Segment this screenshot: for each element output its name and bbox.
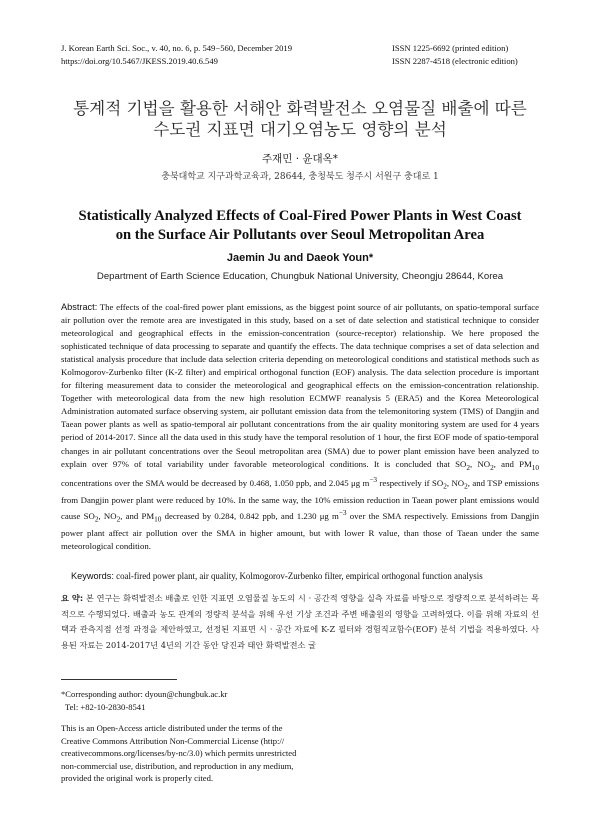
english-affiliation: Department of Earth Science Education, Chungbuk National University, Cheongju 28644, Korea: [96, 271, 504, 282]
korean-abstract: [61, 591, 539, 653]
corresponding-email[interactable]: *Corresponding author: dyoun@chungbuk.ac.kr: [61, 689, 228, 699]
english-authors: Jaemin Ju and Daeok Youn*: [226, 252, 374, 264]
abstract-text: over the SMA respectively. Emissions from Dangjin power plant affect air pollution over the SMA in higher amount, but with lower R value, than those of Taean under the same meteorological condition.: [61, 511, 539, 551]
open-access-line: non-commercial use, distribution, and reproduction in any medium,: [61, 760, 294, 771]
open-access-line: creativecommons.org/licenses/by-nc/3.0) which permits unrestricted: [61, 748, 297, 758]
english-title: [30, 207, 570, 245]
subscript: 2: [466, 463, 470, 472]
superscript: −3: [338, 509, 347, 518]
korean-authors: 주재민 · 윤대옥*: [261, 153, 339, 165]
corresponding-tel: Tel: +82-10-2830-8541: [65, 701, 146, 712]
abstract-text: respectively if SO: [377, 478, 444, 489]
unit: μg m: [351, 478, 370, 489]
issn-header: [392, 42, 518, 68]
subscript: 2: [490, 463, 494, 472]
abstract-text: , and TSP emissions from Dangjin power plant were reduced by 10%. In the same way, the 10% emission reduction in Taean power plant emissions would cause SO: [61, 478, 539, 522]
abstract-text: , NO: [98, 511, 117, 522]
korean-abstract-text: 본 연구는 화력발전소 배출로 인한 지표면 오염물질 농도의 시 · 공간적 영향을 실측 자료를 바탕으로 정량적으로 분석하려는 목적으로 수행되었다. 배출과 농도 관계의 정량적 분석을 위해 우선 기상 조건과 주변 배출원의 영향을 고려하였다. 이를 위해 자료의 선택과 관측지점 선정 과정을 제안하였고, 선정된 지표면 시 · 공간 자료에 K-Z 필터와 경험직교함수(EOF) 분석 기법을 적용하였다. 사용된 자료는 2014-2017년 4년의 기간 동안 당진과 태안 화력발전소 굴: [61, 593, 539, 650]
abstract-text: concentrations over the SMA would be decreased by 0.468, 1.050 ppb, and 2.045: [61, 478, 352, 489]
korean-title: [30, 98, 570, 140]
english-title-line-1: Statistically Analyzed Effects of Coal-Fired Power Plants in West Coast: [78, 208, 522, 224]
abstract: [61, 301, 539, 553]
open-access-line: Creative Commons Attribution Non-Commercial License (http://: [61, 735, 285, 746]
unit: μg m: [319, 511, 339, 522]
abstract-text: decreased by 0.284, 0.842 ppb, and 1.230: [161, 511, 320, 522]
subscript: 2: [443, 483, 447, 492]
doi-link[interactable]: https://doi.org/10.5467/JKESS.2019.40.6.549: [61, 56, 218, 66]
corresponding-author: [61, 688, 227, 713]
issn-print: ISSN 1225-6692 (printed edition): [392, 43, 509, 53]
abstract-text: , and PM: [493, 458, 532, 469]
subscript: 2: [116, 515, 121, 524]
subscript: 2: [464, 483, 468, 492]
korean-title-line-1: 통계적 기법을 활용한 서해안 화력발전소 오염물질 배출에 따른: [73, 99, 527, 118]
open-access-notice: [61, 722, 297, 785]
english-title-line-2: on the Surface Air Pollutants over Seoul Metropolitan Area: [115, 227, 485, 243]
abstract-text: , NO: [446, 478, 465, 489]
abstract-text: The effects of the coal-fired power plant emissions, as the biggest point source of air pollutants, on spatio-temporal surface air pollution over the remote area are investigated in this study, based on a set of date selection and statistical technique to consider meteorological and geographical effects in the emission-concentration (source-receptor) relationship. We here proposed the sophisticated technique of data processing to separate and quantify the effects. The data technique comprises a set of data selection and statistical analysis procedure that include data selection criteria depending on meteorological conditions and statistical methods such as Kolmogorov-Zurbenko filter (K-Z filter) and empirical orthogonal function (EOF) analysis. The data selection procedure is important for filtering measurement data to consider the meteorological and geographical effects on the emission-concentration relationship. Together with meteorological data from the new high resolution ECMWF reanalysis 5 (ERA5) and the Korea Meteorological Administration automated surface observing system, air pollutant emission data from the telemonitoring system (TMS) of Dangjin and Taean power plants as well as spatio-temporal air pollutant concentrations from the air quality monitoring system are used for 4 years period of 2014-2017. Since all the data used in this study have the temporal resolution of 1 hour, the first EOF mode of spatio-temporal changes in air pollutant concentrations over the Seoul metropolitan area (SMA) due to power plant emission have been analyzed to explain over 97% of total variability under favorable meteorological conditions. It is concluded that SO: [61, 302, 539, 469]
open-access-line: provided the original work is properly cited.: [61, 773, 214, 783]
subscript: 10: [154, 515, 162, 524]
korean-title-line-2: 수도권 지표면 대기오염농도 영향의 분석: [153, 120, 447, 139]
journal-header: [61, 42, 292, 68]
issn-electronic: ISSN 2287-4518 (electronic edition): [392, 56, 518, 66]
open-access-line: This is an Open-Access article distributed under the terms of the: [61, 723, 283, 733]
footnote-divider: [61, 679, 177, 680]
abstract-text: , and PM: [120, 511, 155, 522]
keywords: [71, 571, 539, 581]
korean-affiliation: 충북대학교 지구과학교육과, 28644, 충청북도 청주시 서원구 충대로 1: [161, 172, 439, 182]
abstract-text: , NO: [470, 458, 491, 469]
keywords-label: Keywords:: [71, 571, 114, 581]
keywords-text: coal-fired power plant, air quality, Kolmogorov-Zurbenko filter, empirical orthogonal function analysis: [113, 571, 483, 581]
abstract-label: Abstract:: [61, 302, 98, 312]
superscript: −3: [369, 476, 378, 485]
journal-citation: J. Korean Earth Sci. Soc., v. 40, no. 6, p. 549−560, December 2019: [61, 43, 293, 53]
korean-abstract-label: 요 약:: [61, 593, 84, 603]
subscript: 2: [94, 515, 99, 524]
subscript: 10: [531, 463, 540, 472]
